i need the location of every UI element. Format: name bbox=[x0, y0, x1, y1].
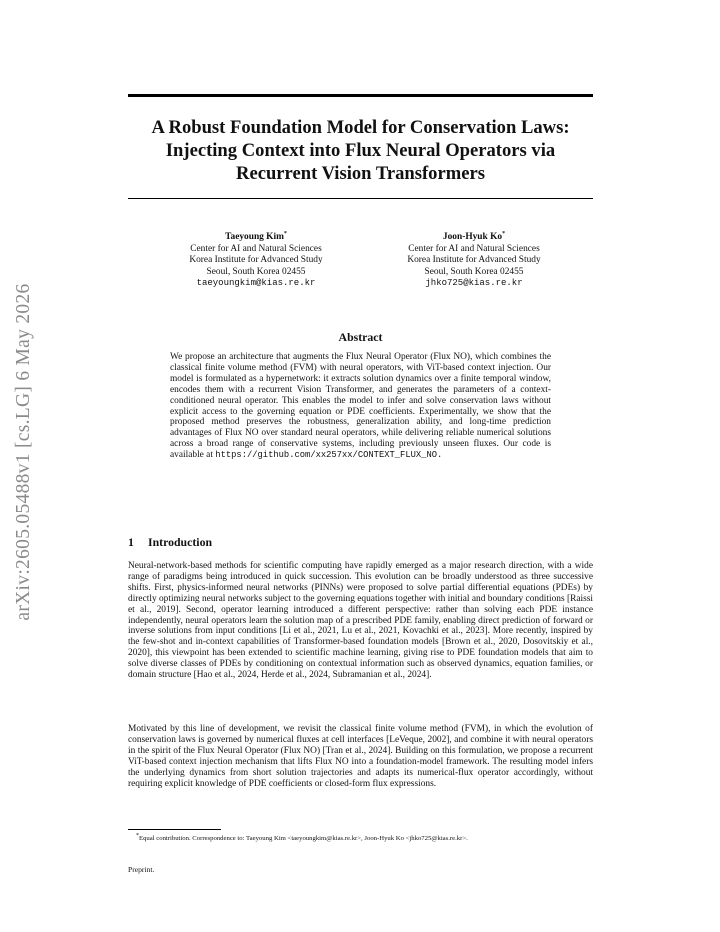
title-line: A Robust Foundation Model for Conservation Laws: bbox=[151, 117, 570, 138]
arxiv-sidebar-stamp bbox=[4, 262, 44, 642]
author-inst: Korea Institute for Advanced Study bbox=[407, 255, 541, 266]
footnote bbox=[128, 834, 593, 843]
author-name: Taeyoung Kim bbox=[225, 232, 284, 242]
author-dept: Center for AI and Natural Sciences bbox=[190, 243, 322, 254]
code-url-link[interactable]: https://github.com/xx257xx/CONTEXT_FLUX_NO. bbox=[215, 450, 443, 461]
author-block-2 bbox=[359, 232, 589, 290]
section-heading bbox=[128, 535, 212, 550]
title-line: Recurrent Vision Transformers bbox=[236, 163, 485, 184]
author-email[interactable]: taeyoungkim@kias.re.kr bbox=[196, 278, 316, 289]
intro-paragraph-1: Neural-network-based methods for scientific computing have rapidly emerged as a major research direction, with a wide range of paradigms being introduced in quick succession. This evolution can be broadly understood as three successive shifts. First, physics-informed neural networks (PINNs) were proposed to solve partial differential equations (PDEs) by directly optimizing neural networks subject to the governing equations together with initial and boundary conditions [Raissi et al., 2019]. Second, operator learning introduced a different perspective: rather than solving each PDE instance independently, neural operators learn the solution map of a prescribed PDE family, enabling direct prediction of forward or inverse solutions from input conditions [Li et al., 2021, Lu et al., 2021, Kovachki et al., 2023]. More recently, inspired by the few-shot and in-context capabilities of Transformer-based foundation models [Brown et al., 2020, Dosovitskiy et al., 2020], this viewpoint has been extended to scientific machine learning, giving rise to PDE foundation models that aim to solve diverse classes of PDEs by conditioning on contextual information such as observed dynamics, equation families, or domain structure [Hao et al., 2024, Herde et al., 2024, Subramanian et al., 2024]. bbox=[128, 561, 593, 681]
author-email[interactable]: jhko725@kias.re.kr bbox=[425, 278, 523, 289]
section-number: 1 bbox=[128, 535, 134, 549]
author-loc: Seoul, South Korea 02455 bbox=[206, 266, 306, 277]
section-title: Introduction bbox=[148, 535, 213, 549]
title-line: Injecting Context into Flux Neural Operators via bbox=[165, 140, 556, 161]
title-top-rule bbox=[128, 94, 593, 97]
footnote-text: Equal contribution. Correspondence to: Taeyoung Kim <taeyoungkim@kias.re.kr>, Joon-Hyuk Ko <jhko725@kias.re.kr>. bbox=[139, 835, 468, 842]
footnote-rule bbox=[128, 829, 221, 830]
abstract-heading: Abstract bbox=[338, 330, 383, 344]
author-loc: Seoul, South Korea 02455 bbox=[424, 266, 524, 277]
author-name: Joon-Hyuk Ko bbox=[442, 232, 503, 242]
author-mark: * bbox=[283, 230, 287, 237]
footnote-mark: * bbox=[136, 832, 139, 839]
arxiv-id: arXiv:2605.05488v1 [cs.LG] 6 May 2026 bbox=[13, 283, 34, 621]
author-mark: * bbox=[502, 230, 506, 237]
author-block-1 bbox=[141, 232, 371, 290]
author-dept: Center for AI and Natural Sciences bbox=[408, 243, 540, 254]
abstract-body bbox=[170, 352, 551, 461]
author-inst: Korea Institute for Advanced Study bbox=[189, 255, 323, 266]
paper-title bbox=[128, 116, 593, 185]
abstract-text: We propose an architecture that augments the Flux Neural Operator (Flux NO), which combines the classical finite volume method (FVM) with neural operators, with ViT-based context injection. Our model is formulated as a hypernetwork: it extracts solution dynamics over a finite temporal window, encodes them with a recurrent Vision Transformer, and generates the parameters of a context-conditioned neural operator. This enables the model to infer and solve conservation laws without explicit access to the governing equation or PDE coefficients. Experimentally, we show that the proposed method preserves the robustness, generalization ability, and long-time prediction advantages of Flux NO over standard neural operators, while delivering reliable numerical solutions across a broad range of conservative systems, including previously unseen fluxes. Our code is available at bbox=[170, 352, 551, 461]
title-bottom-rule bbox=[128, 198, 593, 199]
preprint-label: Preprint. bbox=[128, 865, 155, 874]
intro-paragraph-2: Motivated by this line of development, we revisit the classical finite volume method (FVM), in which the evolution of conservation laws is governed by numerical fluxes at cell interfaces [LeVeque, 2002], and combine it with neural operators in the spirit of the Flux Neural Operator (Flux NO) [Tran et al., 2024]. Building on this formulation, we propose a recurrent ViT-based context injection mechanism that lifts Flux NO into a foundation-model framework. The resulting model infers the underlying dynamics from short solution trajectories and adapts its numerical-flux operator accordingly, without requiring explicit knowledge of PDE coefficients or closed-form flux expressions. bbox=[128, 724, 593, 789]
